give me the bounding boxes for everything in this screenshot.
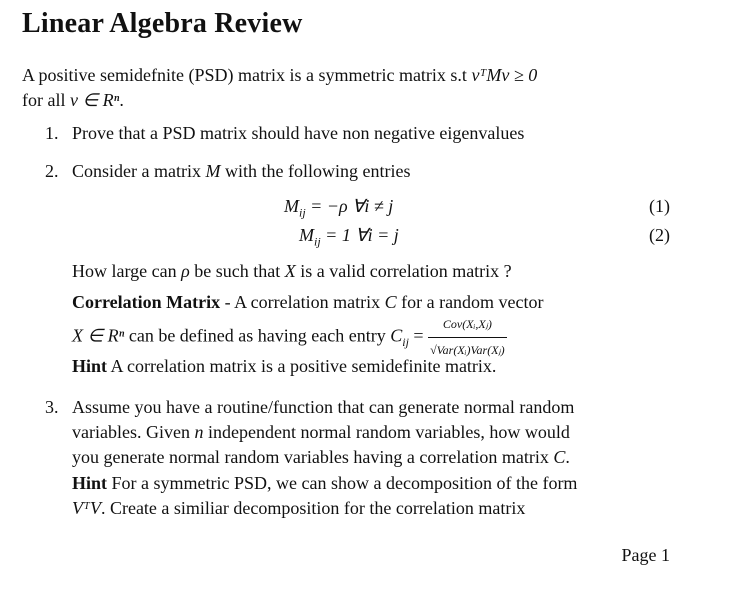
eq2-lhs-sub: ij: [314, 234, 321, 249]
c-matrix-math: C: [553, 447, 566, 467]
n-math: n: [194, 422, 204, 442]
vector-domain-math: v ∈ Rⁿ: [69, 90, 120, 110]
hint-3-line2: . Create a similiar decomposition for the correlation matrix: [100, 498, 526, 518]
eq1-rhs: = −ρ ∀i ≠ j: [305, 196, 394, 216]
definition-label: Correlation Matrix: [72, 292, 221, 312]
item-2-number: 2.: [45, 161, 59, 181]
item-2-hint: [72, 354, 672, 379]
item-3-line3-suffix: .: [565, 447, 570, 467]
intro-text-2: for all: [22, 90, 70, 110]
intro-paragraph: [22, 63, 672, 113]
item-3-line2-suffix: independent normal random variables, how would: [203, 422, 570, 442]
definition-text-1: - A correlation matrix: [220, 292, 385, 312]
hint-label-3: Hint: [72, 473, 108, 493]
equation-2-number: (2): [649, 225, 670, 245]
item-3-line2-prefix: variables. Given: [72, 422, 195, 442]
item-2-text-prefix: Consider a matrix: [72, 161, 206, 181]
hint-text-2: A correlation matrix is a positive semidefinite matrix.: [107, 356, 497, 376]
eq2-lhs: M: [299, 225, 314, 245]
x-domain-math: X ∈ Rⁿ: [72, 325, 125, 346]
page-title: Linear Algebra Review: [22, 8, 303, 39]
question-suffix: is a valid correlation matrix ?: [295, 261, 512, 281]
item-1-number: 1.: [45, 123, 59, 143]
item-3-number: 3.: [45, 397, 59, 417]
definition-text-2: for a random vector: [396, 292, 544, 312]
rho-math: ρ: [181, 261, 190, 281]
equation-1: [284, 196, 393, 221]
fraction-numerator: Cov(Xᵢ,Xⱼ): [428, 312, 507, 338]
eq1-lhs: M: [284, 196, 299, 216]
eq1-lhs-sub: ij: [299, 205, 306, 220]
cij-math: C: [390, 325, 403, 346]
hint-3-line1: For a symmetric PSD, we can show a decomposition of the form: [107, 473, 578, 493]
matrix-m-math: M: [205, 161, 221, 181]
rho-question: [72, 259, 672, 284]
item-3-line3-prefix: you generate normal random variables having a correlation matrix: [72, 447, 554, 467]
equation-1-number: (1): [649, 196, 670, 216]
page-number: Page 1: [621, 545, 670, 565]
item-2-text-suffix: with the following entries: [220, 161, 411, 181]
item-3-line1: Assume you have a routine/function that can generate normal random: [72, 397, 575, 417]
question-mid: be such that: [189, 261, 285, 281]
item-1-text: Prove that a PSD matrix should have non negative eigenvalues: [72, 123, 525, 143]
item-3-hint: [72, 471, 682, 521]
c-math: C: [384, 292, 397, 312]
fraction-denominator: √Var(Xᵢ)Var(Xⱼ): [430, 343, 505, 357]
question-prefix: How large can: [72, 261, 182, 281]
eq2-rhs: = 1 ∀i = j: [320, 225, 399, 245]
equation-2: [299, 225, 399, 250]
definition-line2-text: can be defined as having each entry: [124, 325, 391, 346]
x-math: X: [284, 261, 296, 281]
definition-equals: =: [408, 325, 429, 346]
item-3-text: [72, 395, 682, 470]
hint-label-2: Hint: [72, 356, 108, 376]
item-2-text: [72, 159, 672, 184]
intro-text-1: A positive semidefnite (PSD) matrix is a symmetric matrix s.t: [22, 65, 472, 85]
vtv-math: VᵀV: [72, 498, 101, 518]
psd-condition-math: vᵀMv ≥ 0: [471, 65, 538, 85]
intro-period: .: [119, 90, 124, 110]
cij-sub: ij: [402, 335, 409, 350]
